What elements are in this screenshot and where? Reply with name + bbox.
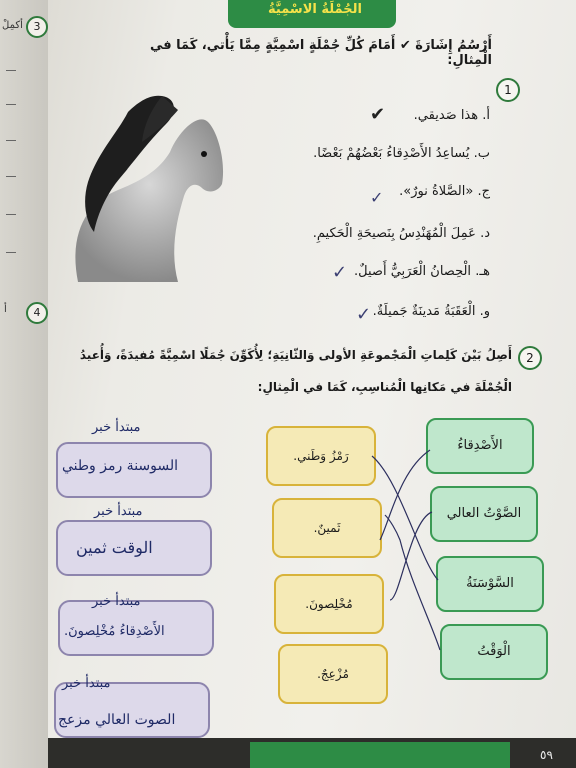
answer-sentence: الأَصْدِقاءُ مُخْلِصونَ. <box>64 624 165 639</box>
handwritten-check-icon: ✓ <box>370 188 384 207</box>
exercise-4-number: 4 <box>26 302 48 324</box>
checkmark-icon: ✔ <box>370 104 386 125</box>
answer-sentence: الصوت العالي مزعج <box>58 712 176 728</box>
blank-line <box>6 104 16 105</box>
horse-illustration <box>58 92 228 282</box>
item-text: يُساعِدُ الأَصْدِقاءُ بَعْضُهُمْ بَعْضًا. <box>313 146 470 161</box>
item-text: عَمِلَ الْمُهَنْدِسُ بِنَصيحَةِ الْحَكيمِ. <box>312 226 476 241</box>
question-1-number: 1 <box>496 78 520 102</box>
item-letter: د. <box>480 226 490 241</box>
blank-line <box>6 176 16 177</box>
grammar-label: مبتدأ خبر <box>62 676 111 691</box>
item-letter: أ. <box>482 108 490 123</box>
item-letter: و. <box>479 304 490 319</box>
exercise-3-text: أكمِلْ <box>2 20 23 31</box>
list-item-a <box>300 108 490 123</box>
blank-line <box>6 140 16 141</box>
blank-line <box>6 252 16 253</box>
group2-word-box: مُزْعِجٌ. <box>278 644 388 704</box>
question-2-instruction-line1: أَصِلُ بَيْنَ كَلِماتِ الْمَجْموعَةِ الأولى وَالثّانِيَةِ؛ لِأُكَوِّنَ جُمَلًا اسْمِيَّةً مُفيدَةً، وَأُعيدُ <box>79 348 512 362</box>
list-item-b <box>250 146 490 161</box>
list-item-d <box>230 226 490 241</box>
group2-word-box: مُخْلِصونَ. <box>274 574 384 634</box>
item-text: الْحِصانُ الْعَرَبِيُّ أَصيلٌ. <box>354 264 472 279</box>
section-title: الجُمْلَةُ الاسْمِيَّةُ <box>268 2 362 17</box>
item-text: «الصَّلاةُ نورٌ». <box>399 184 474 199</box>
item-letter: ب. <box>473 146 490 161</box>
answer-sentence: السوسنة رمز وطني <box>62 458 179 474</box>
group1-word-box: الْوَقْتُ <box>440 624 548 680</box>
blank-line <box>6 214 16 215</box>
grammar-label: مبتدأ خبر <box>92 420 141 435</box>
item-text: هذا صَديقي. <box>413 108 479 123</box>
exercise-3-number: 3 <box>26 16 48 38</box>
group2-word-box: ثَمينٌ. <box>272 498 382 558</box>
group1-word-box: الأَصْدِقاءُ <box>426 418 534 474</box>
exercise-4-text: أ <box>4 304 7 315</box>
item-letter: ج. <box>477 184 490 199</box>
footer-band <box>250 742 510 768</box>
adjacent-page-edge <box>0 0 48 768</box>
blank-line <box>6 70 16 71</box>
item-text: الْعَقَبَةُ مَدينَةٌ جَميلَةٌ. <box>372 304 476 319</box>
group1-word-box: السَّوْسَنَةُ <box>436 556 544 612</box>
question-2-number: 2 <box>518 346 542 370</box>
grammar-label: مبتدأ خبر <box>94 504 143 519</box>
answer-sentence: الوقت ثمين <box>76 538 153 557</box>
question-1-instruction: أَرْسُمُ إِشَارَةَ ✔ أَمَامَ كُلِّ جُمْلَةٍ اسْمِيَّةٍ مِمَّا يَأْتي، كَمَا في الْمِثالِ: <box>149 38 492 68</box>
grammar-label: مبتدأ خبر <box>92 594 141 609</box>
handwritten-check-icon: ✓ <box>356 304 372 325</box>
item-letter: هـ. <box>475 264 490 279</box>
group2-word-box: رَمْزُ وَطَني. <box>266 426 376 486</box>
group1-word-box: الصَّوْتُ العالي <box>430 486 538 542</box>
handwritten-check-icon: ✓ <box>332 262 348 283</box>
page-number: ٥٩ <box>540 748 553 762</box>
question-2-instruction-line2: الْجُمْلَةَ في مَكانِها الْمُناسِبِ، كَمَا في الْمِثالِ: <box>257 380 512 394</box>
